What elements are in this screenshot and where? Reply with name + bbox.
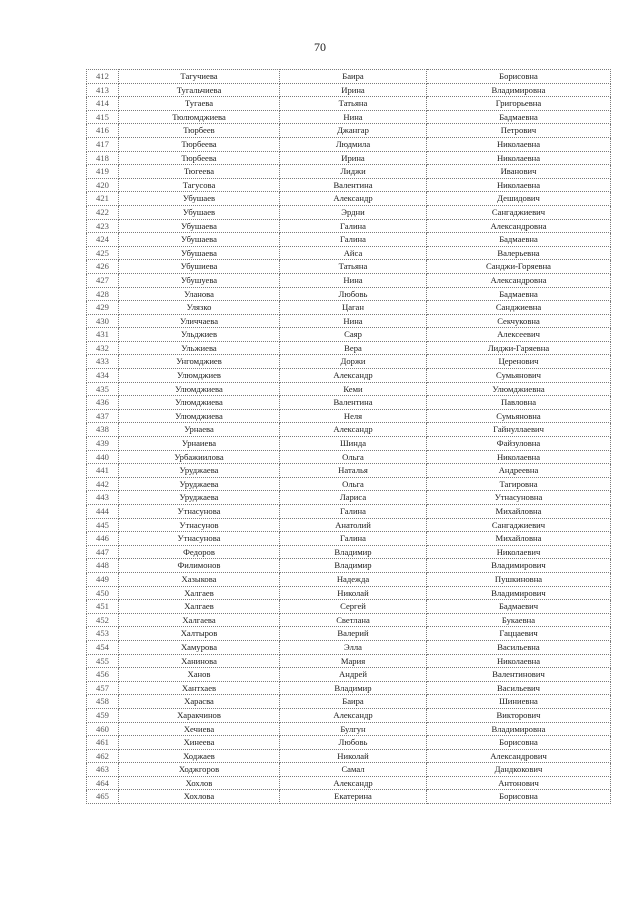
last-name-cell: Убушаева (119, 219, 280, 233)
patronymic-cell: Владимирович (427, 559, 611, 573)
first-name-cell: Цаган (280, 301, 427, 315)
first-name-cell: Нина (280, 273, 427, 287)
patronymic-cell: Владимировна (427, 722, 611, 736)
table-row (87, 736, 611, 750)
first-name-cell: Любовь (280, 287, 427, 301)
first-name-cell: Татьяна (280, 97, 427, 111)
row-number-cell: 439 (87, 437, 119, 451)
last-name-cell: Хохлова (119, 790, 280, 804)
patronymic-cell: Александровна (427, 219, 611, 233)
first-name-cell: Нина (280, 314, 427, 328)
table-row (87, 627, 611, 641)
row-number-cell: 455 (87, 654, 119, 668)
last-name-cell: Тугаева (119, 97, 280, 111)
last-name-cell: Улюмджиева (119, 409, 280, 423)
last-name-cell: Урнаиева (119, 437, 280, 451)
table-row (87, 505, 611, 519)
first-name-cell: Галина (280, 505, 427, 519)
last-name-cell: Тагусова (119, 178, 280, 192)
row-number-cell: 421 (87, 192, 119, 206)
row-number-cell: 460 (87, 722, 119, 736)
row-number-cell: 449 (87, 572, 119, 586)
last-name-cell: Халтыров (119, 627, 280, 641)
row-number-cell: 417 (87, 137, 119, 151)
patronymic-cell: Николаевна (427, 137, 611, 151)
patronymic-cell: Дешидович (427, 192, 611, 206)
row-number-cell: 434 (87, 369, 119, 383)
row-number-cell: 445 (87, 518, 119, 532)
row-number-cell: 446 (87, 532, 119, 546)
patronymic-cell: Борисовна (427, 790, 611, 804)
table-row (87, 192, 611, 206)
patronymic-cell: Валентинович (427, 668, 611, 682)
first-name-cell: Александр (280, 708, 427, 722)
patronymic-cell: Сангаджиевич (427, 205, 611, 219)
first-name-cell: Неля (280, 409, 427, 423)
last-name-cell: Харасва (119, 695, 280, 709)
row-number-cell: 424 (87, 233, 119, 247)
last-name-cell: Урбажиилова (119, 450, 280, 464)
patronymic-cell: Гаццаевич (427, 627, 611, 641)
row-number-cell: 464 (87, 776, 119, 790)
name-list-table (86, 69, 611, 804)
row-number-cell: 453 (87, 627, 119, 641)
patronymic-cell: Антонович (427, 776, 611, 790)
first-name-cell: Лариса (280, 491, 427, 505)
patronymic-cell: Бадмаевна (427, 287, 611, 301)
last-name-cell: Утнасунова (119, 505, 280, 519)
row-number-cell: 435 (87, 382, 119, 396)
table-row (87, 260, 611, 274)
row-number-cell: 450 (87, 586, 119, 600)
table-row (87, 572, 611, 586)
first-name-cell: Доржи (280, 355, 427, 369)
table-row (87, 613, 611, 627)
last-name-cell: Халгаева (119, 613, 280, 627)
row-number-cell: 459 (87, 708, 119, 722)
table-row (87, 464, 611, 478)
last-name-cell: Улязко (119, 301, 280, 315)
first-name-cell: Валентина (280, 178, 427, 192)
row-number-cell: 463 (87, 763, 119, 777)
patronymic-cell: Николаевна (427, 450, 611, 464)
first-name-cell: Ольга (280, 477, 427, 491)
patronymic-cell: Бадмаевна (427, 233, 611, 247)
table-row (87, 355, 611, 369)
last-name-cell: Убушуева (119, 273, 280, 287)
patronymic-cell: Николаевна (427, 151, 611, 165)
first-name-cell: Любовь (280, 736, 427, 750)
patronymic-cell: Иванович (427, 165, 611, 179)
patronymic-cell: Андреевна (427, 464, 611, 478)
row-number-cell: 412 (87, 70, 119, 84)
last-name-cell: Урнаева (119, 423, 280, 437)
last-name-cell: Уруджаева (119, 477, 280, 491)
table-row (87, 790, 611, 804)
last-name-cell: Хечиева (119, 722, 280, 736)
table-row (87, 695, 611, 709)
table-row (87, 137, 611, 151)
patronymic-cell: Церенович (427, 355, 611, 369)
patronymic-cell: Бадмаевна (427, 110, 611, 124)
last-name-cell: Утнасунов (119, 518, 280, 532)
table-row (87, 776, 611, 790)
row-number-cell: 461 (87, 736, 119, 750)
patronymic-cell: Тагировна (427, 477, 611, 491)
patronymic-cell: Владимировна (427, 83, 611, 97)
patronymic-cell: Пушкиновна (427, 572, 611, 586)
row-number-cell: 437 (87, 409, 119, 423)
table-row (87, 518, 611, 532)
last-name-cell: Тагучиева (119, 70, 280, 84)
row-number-cell: 436 (87, 396, 119, 410)
last-name-cell: Ханинова (119, 654, 280, 668)
last-name-cell: Убушаева (119, 233, 280, 247)
first-name-cell: Екатерина (280, 790, 427, 804)
first-name-cell: Нина (280, 110, 427, 124)
row-number-cell: 422 (87, 205, 119, 219)
patronymic-cell: Улюмджиевна (427, 382, 611, 396)
first-name-cell: Светлана (280, 613, 427, 627)
patronymic-cell: Сангаджиевич (427, 518, 611, 532)
patronymic-cell: Валерьевна (427, 246, 611, 260)
patronymic-cell: Сумьянович (427, 369, 611, 383)
first-name-cell: Элла (280, 640, 427, 654)
last-name-cell: Харакчинов (119, 708, 280, 722)
patronymic-cell: Утнасуновна (427, 491, 611, 505)
patronymic-cell: Шиниевна (427, 695, 611, 709)
first-name-cell: Баира (280, 70, 427, 84)
first-name-cell: Вера (280, 341, 427, 355)
last-name-cell: Улюмджиева (119, 382, 280, 396)
last-name-cell: Хохлов (119, 776, 280, 790)
row-number-cell: 441 (87, 464, 119, 478)
page-number: 70 (314, 40, 326, 54)
table-row (87, 437, 611, 451)
last-name-cell: Уруджаева (119, 491, 280, 505)
patronymic-cell: Секчуковна (427, 314, 611, 328)
last-name-cell: Филимонов (119, 559, 280, 573)
row-number-cell: 433 (87, 355, 119, 369)
first-name-cell: Айса (280, 246, 427, 260)
table-row (87, 273, 611, 287)
last-name-cell: Тюрбеева (119, 151, 280, 165)
first-name-cell: Людмила (280, 137, 427, 151)
table-row (87, 341, 611, 355)
first-name-cell: Александр (280, 369, 427, 383)
patronymic-cell: Сумьяновна (427, 409, 611, 423)
first-name-cell: Лиджи (280, 165, 427, 179)
row-number-cell: 448 (87, 559, 119, 573)
first-name-cell: Николай (280, 586, 427, 600)
table-row (87, 477, 611, 491)
row-number-cell: 444 (87, 505, 119, 519)
table-row (87, 409, 611, 423)
table-row (87, 287, 611, 301)
table-row (87, 70, 611, 84)
table-row (87, 654, 611, 668)
last-name-cell: Хантхаев (119, 681, 280, 695)
patronymic-cell: Бадмаевич (427, 600, 611, 614)
patronymic-cell: Павловна (427, 396, 611, 410)
row-number-cell: 452 (87, 613, 119, 627)
patronymic-cell: Михайловна (427, 505, 611, 519)
row-number-cell: 447 (87, 545, 119, 559)
row-number-cell: 429 (87, 301, 119, 315)
table-row (87, 83, 611, 97)
patronymic-cell: Петрович (427, 124, 611, 138)
first-name-cell: Наталья (280, 464, 427, 478)
row-number-cell: 454 (87, 640, 119, 654)
last-name-cell: Тюрбеев (119, 124, 280, 138)
row-number-cell: 423 (87, 219, 119, 233)
patronymic-cell: Санджиевна (427, 301, 611, 315)
row-number-cell: 457 (87, 681, 119, 695)
table-row (87, 369, 611, 383)
first-name-cell: Надежда (280, 572, 427, 586)
table-row (87, 545, 611, 559)
first-name-cell: Саяр (280, 328, 427, 342)
patronymic-cell: Борисовна (427, 70, 611, 84)
table-row (87, 151, 611, 165)
patronymic-cell: Букаевна (427, 613, 611, 627)
table-row (87, 532, 611, 546)
patronymic-cell: Алексеевич (427, 328, 611, 342)
row-number-cell: 414 (87, 97, 119, 111)
table-row (87, 233, 611, 247)
last-name-cell: Тюгеева (119, 165, 280, 179)
table-row (87, 722, 611, 736)
first-name-cell: Булгун (280, 722, 427, 736)
table-row (87, 396, 611, 410)
row-number-cell: 458 (87, 695, 119, 709)
row-number-cell: 442 (87, 477, 119, 491)
patronymic-cell: Борисовна (427, 736, 611, 750)
table-row (87, 681, 611, 695)
row-number-cell: 431 (87, 328, 119, 342)
patronymic-cell: Файзуловна (427, 437, 611, 451)
table-row (87, 640, 611, 654)
row-number-cell: 456 (87, 668, 119, 682)
row-number-cell: 419 (87, 165, 119, 179)
table-row (87, 491, 611, 505)
first-name-cell: Николай (280, 749, 427, 763)
row-number-cell: 465 (87, 790, 119, 804)
last-name-cell: Улюмджиев (119, 369, 280, 383)
row-number-cell: 428 (87, 287, 119, 301)
table-row (87, 450, 611, 464)
table-row (87, 246, 611, 260)
row-number-cell: 440 (87, 450, 119, 464)
table-row (87, 314, 611, 328)
patronymic-cell: Васильевич (427, 681, 611, 695)
last-name-cell: Тугальчиева (119, 83, 280, 97)
first-name-cell: Галина (280, 532, 427, 546)
row-number-cell: 413 (87, 83, 119, 97)
row-number-cell: 438 (87, 423, 119, 437)
first-name-cell: Валентина (280, 396, 427, 410)
first-name-cell: Владимир (280, 545, 427, 559)
last-name-cell: Убушаева (119, 246, 280, 260)
last-name-cell: Хамурова (119, 640, 280, 654)
last-name-cell: Халгаев (119, 600, 280, 614)
last-name-cell: Убушиева (119, 260, 280, 274)
patronymic-cell: Васильевна (427, 640, 611, 654)
last-name-cell: Хазыкова (119, 572, 280, 586)
table-row (87, 97, 611, 111)
first-name-cell: Анатолий (280, 518, 427, 532)
table-row (87, 178, 611, 192)
first-name-cell: Галина (280, 233, 427, 247)
first-name-cell: Самал (280, 763, 427, 777)
patronymic-cell: Владимирович (427, 586, 611, 600)
last-name-cell: Убушаев (119, 192, 280, 206)
last-name-cell: Улюмджиева (119, 396, 280, 410)
last-name-cell: Уличчаева (119, 314, 280, 328)
last-name-cell: Хинеева (119, 736, 280, 750)
first-name-cell: Валерий (280, 627, 427, 641)
table-row (87, 110, 611, 124)
row-number-cell: 432 (87, 341, 119, 355)
first-name-cell: Джангар (280, 124, 427, 138)
first-name-cell: Ирина (280, 151, 427, 165)
row-number-cell: 443 (87, 491, 119, 505)
patronymic-cell: Викторович (427, 708, 611, 722)
table-row (87, 586, 611, 600)
first-name-cell: Александр (280, 776, 427, 790)
first-name-cell: Кеми (280, 382, 427, 396)
last-name-cell: Тюлюмджиева (119, 110, 280, 124)
patronymic-cell: Михайловна (427, 532, 611, 546)
table-row (87, 124, 611, 138)
last-name-cell: Тюрбеева (119, 137, 280, 151)
last-name-cell: Федоров (119, 545, 280, 559)
patronymic-cell: Григорьевна (427, 97, 611, 111)
row-number-cell: 462 (87, 749, 119, 763)
last-name-cell: Халгаев (119, 586, 280, 600)
row-number-cell: 430 (87, 314, 119, 328)
name-list-body (87, 70, 611, 804)
table-row (87, 165, 611, 179)
first-name-cell: Владимир (280, 559, 427, 573)
patronymic-cell: Дандкокович (427, 763, 611, 777)
first-name-cell: Александр (280, 192, 427, 206)
first-name-cell: Ольга (280, 450, 427, 464)
last-name-cell: Уланова (119, 287, 280, 301)
last-name-cell: Ульджиев (119, 328, 280, 342)
patronymic-cell: Николаевна (427, 178, 611, 192)
first-name-cell: Александр (280, 423, 427, 437)
row-number-cell: 451 (87, 600, 119, 614)
first-name-cell: Андрей (280, 668, 427, 682)
table-row (87, 328, 611, 342)
table-row (87, 219, 611, 233)
last-name-cell: Ходжгоров (119, 763, 280, 777)
patronymic-cell: Николаевич (427, 545, 611, 559)
table-row (87, 205, 611, 219)
first-name-cell: Эрдни (280, 205, 427, 219)
patronymic-cell: Александрович (427, 749, 611, 763)
first-name-cell: Баира (280, 695, 427, 709)
row-number-cell: 425 (87, 246, 119, 260)
first-name-cell: Ирина (280, 83, 427, 97)
first-name-cell: Владимир (280, 681, 427, 695)
table-row (87, 708, 611, 722)
last-name-cell: Ходжаев (119, 749, 280, 763)
last-name-cell: Уруджаева (119, 464, 280, 478)
patronymic-cell: Лиджи-Гаряевна (427, 341, 611, 355)
row-number-cell: 427 (87, 273, 119, 287)
row-number-cell: 426 (87, 260, 119, 274)
first-name-cell: Татьяна (280, 260, 427, 274)
last-name-cell: Ханов (119, 668, 280, 682)
table-row (87, 382, 611, 396)
last-name-cell: Убушаев (119, 205, 280, 219)
table-row (87, 559, 611, 573)
row-number-cell: 418 (87, 151, 119, 165)
row-number-cell: 420 (87, 178, 119, 192)
patronymic-cell: Гайнуллаевич (427, 423, 611, 437)
last-name-cell: Унгомджиев (119, 355, 280, 369)
first-name-cell: Шинда (280, 437, 427, 451)
first-name-cell: Сергей (280, 600, 427, 614)
table-row (87, 301, 611, 315)
table-row (87, 600, 611, 614)
row-number-cell: 416 (87, 124, 119, 138)
first-name-cell: Мария (280, 654, 427, 668)
first-name-cell: Галина (280, 219, 427, 233)
table-row (87, 668, 611, 682)
patronymic-cell: Николаевна (427, 654, 611, 668)
row-number-cell: 415 (87, 110, 119, 124)
patronymic-cell: Александровна (427, 273, 611, 287)
table-row (87, 749, 611, 763)
last-name-cell: Утнасунова (119, 532, 280, 546)
table-row (87, 763, 611, 777)
patronymic-cell: Санджи-Горяевна (427, 260, 611, 274)
last-name-cell: Ульжиева (119, 341, 280, 355)
table-row (87, 423, 611, 437)
